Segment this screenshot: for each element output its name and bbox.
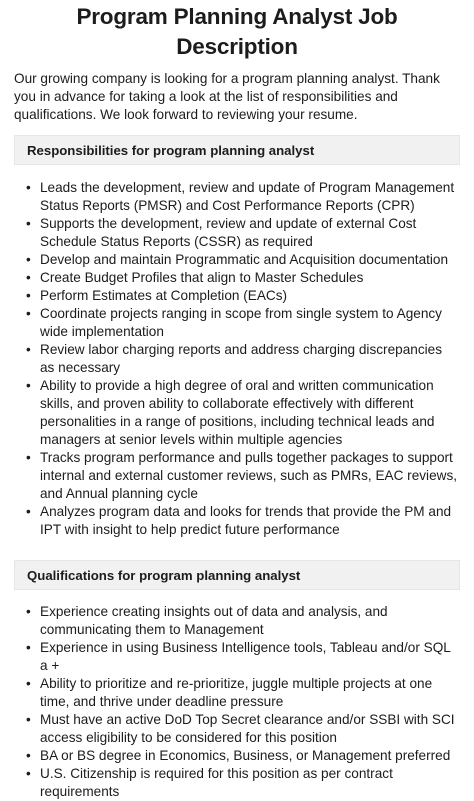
list-item: • Experience creating insights out of data and analysis, and communicating them to Management	[40, 603, 460, 639]
qualifications-heading: Qualifications for program planning analyst	[14, 560, 460, 590]
section-spacer	[14, 539, 460, 549]
list-item: • Perform Estimates at Completion (EACs)	[40, 287, 460, 305]
intro-paragraph: Our growing company is looking for a program planning analyst. Thank you in advance for taking a look at the list of responsibilities and qualifications. We look forward to reviewing your resume.	[14, 71, 440, 122]
list-item: • Experience in using Business Intelligence tools, Tableau and/or SQL a +	[40, 639, 460, 675]
list-item: • Tracks program performance and pulls together packages to support internal and external customer reviews, such as PMRs, EAC reviews, and Annual planning cycle	[40, 449, 460, 503]
list-item: • Coordinate projects ranging in scope from single system to Agency wide implementation	[40, 305, 460, 341]
list-item: • Must have an active DoD Top Secret clearance and/or SSBI with SCI access eligibility to be considered for this position	[40, 711, 460, 747]
list-item: • Develop and maintain Programmatic and Acquisition documentation	[40, 251, 460, 269]
qualifications-list	[14, 603, 460, 801]
page-title: Program Planning Analyst Job Description	[76, 4, 398, 59]
list-item: • Leads the development, review and update of Program Management Status Reports (PMSR) and Cost Performance Reports (CPR)	[40, 179, 460, 215]
list-item: • Ability to prioritize and re-prioritize, juggle multiple projects at one time, and thrive under deadline pressure	[40, 675, 460, 711]
responsibilities-list	[14, 179, 460, 539]
list-item: • Ability to provide a high degree of oral and written communication skills, and proven ability to collaborate effectively with different personalities in a range of positions, including technical leads and managers at senior levels within multiple agencies	[40, 377, 460, 449]
list-item: • Analyzes program data and looks for trends that provide the PM and IPT with insight to help predict future performance	[40, 503, 460, 539]
list-item: • Supports the development, review and update of external Cost Schedule Status Reports (CSSR) as required	[40, 215, 460, 251]
list-item: • U.S. Citizenship is required for this position as per contract requirements	[40, 765, 460, 801]
list-item: • BA or BS degree in Economics, Business, or Management preferred	[40, 747, 460, 765]
responsibilities-heading: Responsibilities for program planning analyst	[14, 135, 460, 165]
list-item: • Create Budget Profiles that align to Master Schedules	[40, 269, 460, 287]
list-item: • Review labor charging reports and address charging discrepancies as necessary	[40, 341, 460, 377]
